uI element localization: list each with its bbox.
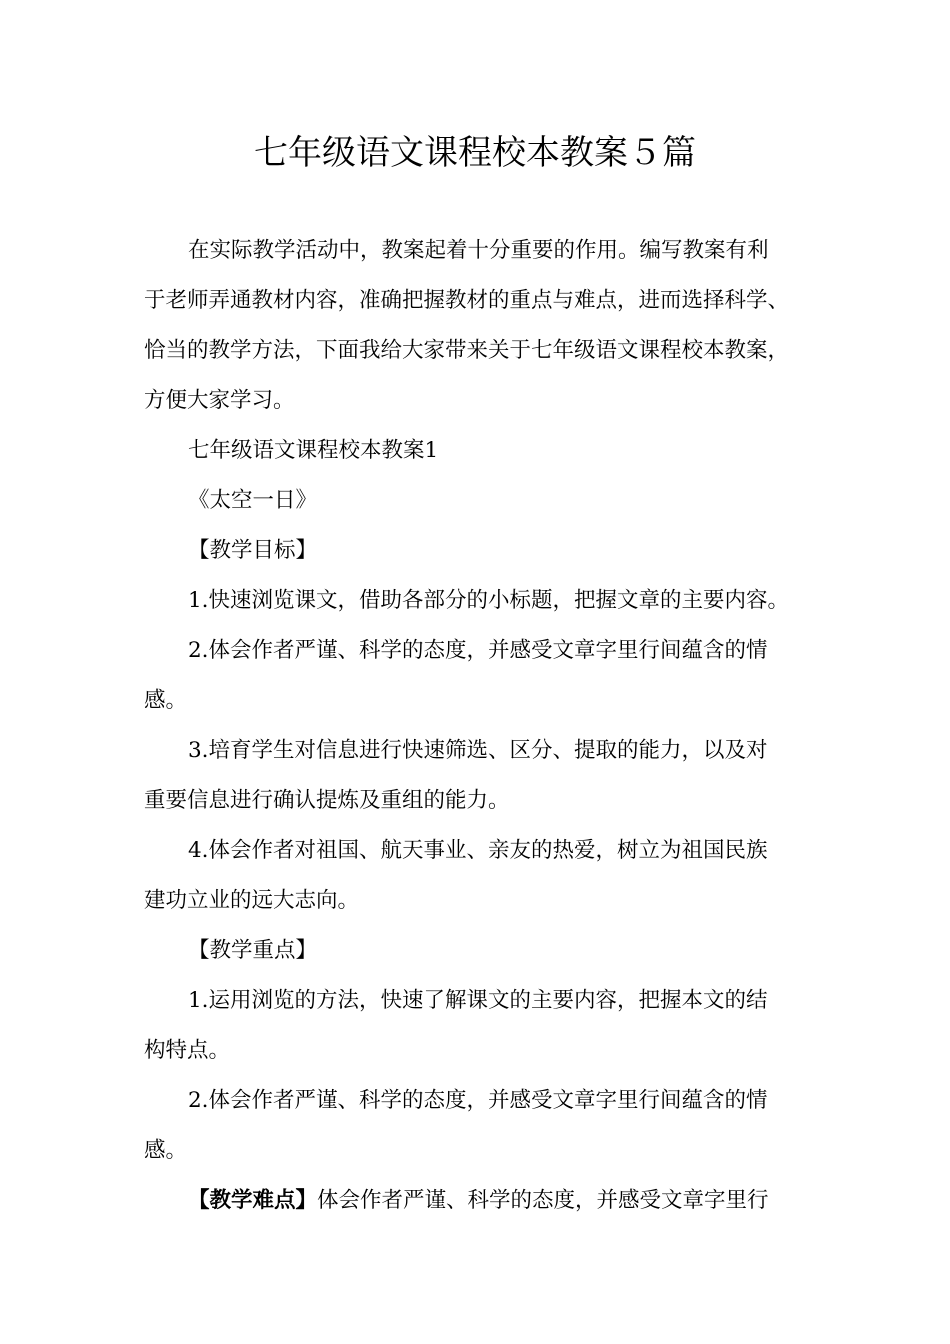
teaching-goals-heading: 【教学目标】 <box>188 538 318 563</box>
focus-item-line: 1.运用浏览的方法，快速了解课文的主要内容，把握本文的结 <box>188 988 768 1013</box>
goal-item-line: 感。 <box>144 688 188 713</box>
goal-item-line: 1.快速浏览课文，借助各部分的小标题，把握文章的主要内容。 <box>188 588 790 613</box>
intro-paragraph-line: 恰当的教学方法，下面我给大家带来关于七年级语文课程校本教案， <box>144 338 790 363</box>
goal-item-line: 2.体会作者严谨、科学的态度，并感受文章字里行间蕴含的情 <box>188 638 768 663</box>
section-heading: 七年级语文课程校本教案1 <box>188 438 439 463</box>
lesson-title: 《太空一日》 <box>188 488 318 513</box>
teaching-focus-heading: 【教学重点】 <box>188 938 318 963</box>
intro-paragraph-line: 方便大家学习。 <box>144 388 295 413</box>
goal-item-line: 建功立业的远大志向。 <box>144 888 360 913</box>
goal-item-line: 3.培育学生对信息进行快速筛选、区分、提取的能力，以及对 <box>188 738 768 763</box>
focus-item-line: 感。 <box>144 1138 188 1163</box>
intro-paragraph-line: 于老师弄通教材内容，准确把握教材的重点与难点，进而选择科学、 <box>144 288 790 313</box>
document-title: 七年级语文课程校本教案５篇 <box>254 133 696 173</box>
intro-paragraph-line: 在实际教学活动中，教案起着十分重要的作用。编写教案有利 <box>188 238 769 263</box>
goal-item-line: 4.体会作者对祖国、航天事业、亲友的热爱，树立为祖国民族 <box>188 838 768 863</box>
difficulty-line <box>188 1186 868 1216</box>
focus-item-line: 构特点。 <box>144 1038 231 1063</box>
teaching-difficulty-heading: 【教学难点】 <box>188 1188 318 1213</box>
focus-item-line: 2.体会作者严谨、科学的态度，并感受文章字里行间蕴含的情 <box>188 1088 768 1113</box>
difficulty-text: 体会作者严谨、科学的态度，并感受文章字里行 <box>317 1188 769 1213</box>
goal-item-line: 重要信息进行确认提炼及重组的能力。 <box>144 788 510 813</box>
